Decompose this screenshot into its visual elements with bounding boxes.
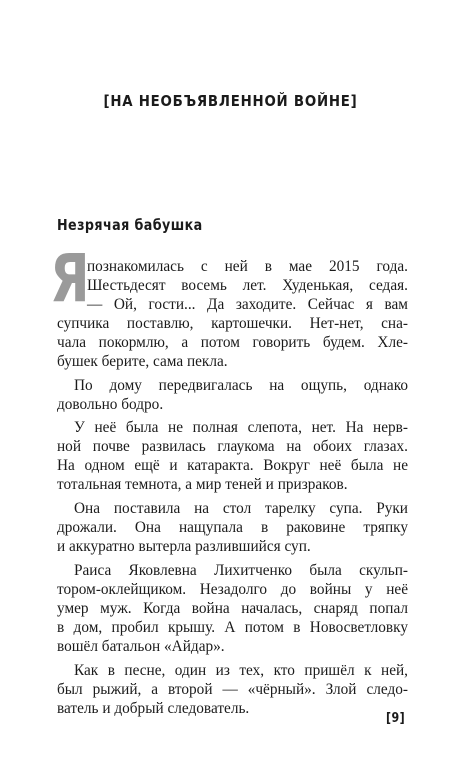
body-line: в дом, пробил крышу. А потом в Новосветловку: [57, 619, 408, 636]
page-number: [9]: [386, 711, 406, 726]
body-line: чала покормлю, а потом говорить будем. Хле-: [57, 334, 408, 351]
body-line: дрожали. Она нащупала в раковине тряпку: [57, 519, 408, 536]
running-header: [НА НЕОБЪЯВЛЕННОЙ ВОЙНЕ]: [103, 92, 358, 110]
body-line: ватель и добрый следователь.: [57, 700, 250, 717]
body-line: довольно бодро.: [57, 396, 164, 413]
body-line: супчика поставлю, картошечки. Нет-нет, сна-: [57, 315, 408, 332]
body-line: Она поставила на стол тарелку супа. Руки: [74, 500, 408, 517]
body-line: Как в песне, один из тех, кто пришёл к ней,: [74, 662, 408, 679]
body-line: был рыжий, а второй — «чёрный». Злой следо-: [57, 681, 408, 698]
chapter-title: Незрячая бабушка: [57, 216, 203, 234]
body-line: тором-оклейщиком. Незадолго до войны у неё: [57, 581, 408, 598]
body-line: Шестьдесят восемь лет. Худенькая, седая.: [87, 277, 408, 294]
body-line: и аккуратно вытерла разлившийся суп.: [57, 538, 311, 555]
body-line: бушек берите, сама пекла.: [57, 353, 228, 370]
body-line: По дому передвигалась на ощупь, однако: [74, 377, 408, 394]
body-line: вошёл батальон «Айдар».: [57, 638, 225, 655]
body-line: У неё была не полная слепота, нет. На нерв-: [74, 419, 408, 436]
drop-cap: Я: [50, 240, 90, 317]
body-line: ной почве развилась глаукома на обоих глазах.: [57, 438, 408, 455]
body-line: тотальная темнота, а мир теней и призраков.: [57, 476, 348, 493]
body-line: умер муж. Когда война началась, снаряд попал: [57, 600, 408, 617]
body-line: — Ой, гости... Да заходите. Сейчас я вам: [87, 296, 408, 313]
body-line: На одном ещё и катаракта. Вокруг неё была не: [57, 457, 408, 474]
body-line: Раиса Яковлевна Лихитченко была скульп-: [74, 562, 408, 579]
body-line: познакомилась с ней в мае 2015 года.: [87, 258, 408, 275]
